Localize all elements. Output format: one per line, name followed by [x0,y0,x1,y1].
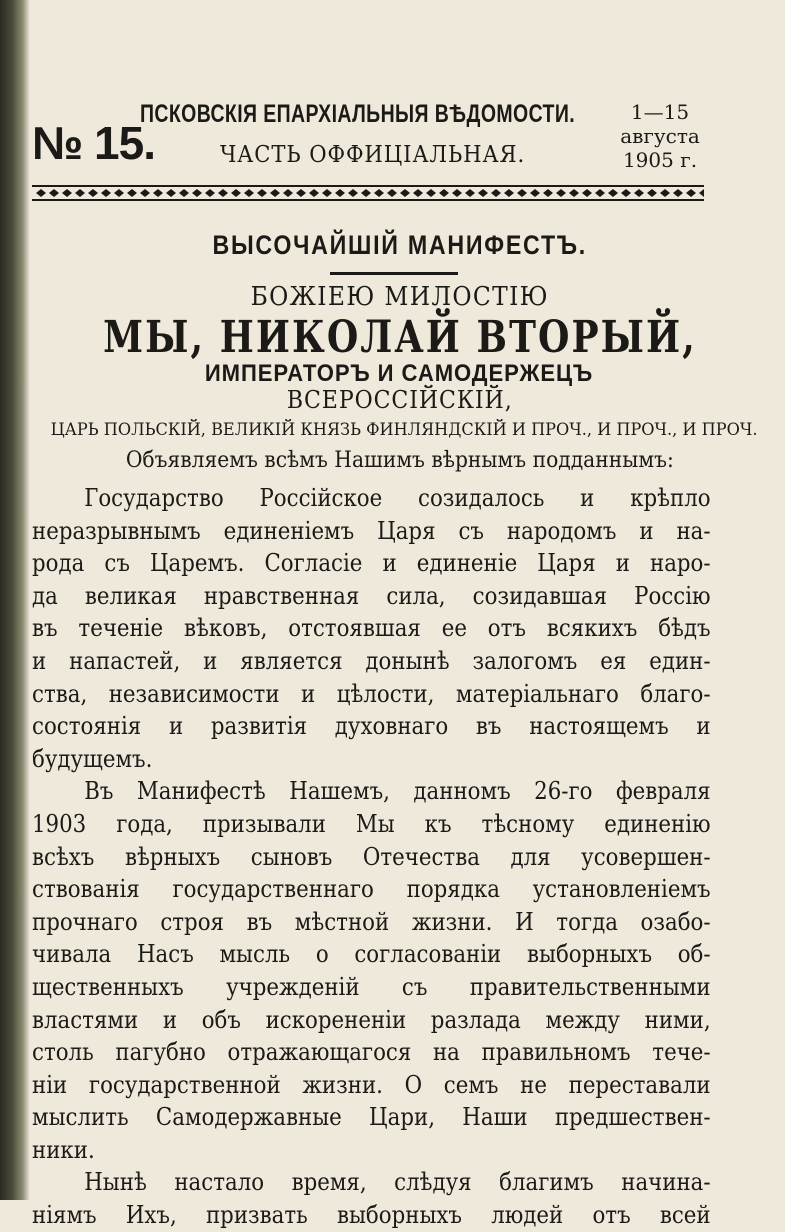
manifesto-body [32,482,767,1232]
body-line: чивала Насъ мысль о согласованіи выборныхъ об- [32,939,711,969]
body-line: ніямъ Ихъ, призвать выборныхъ людей отъ всей [32,1200,711,1230]
body-line: всѣхъ вѣрныхъ сыновъ Отечества для усовершен- [32,841,711,871]
emperor-autocrat: ИМПЕРАТОРЪ И САМОДЕРЖЕЦЪ [205,360,594,387]
body-line: щественныхъ учрежденій съ правительственными [32,971,711,1001]
issue-number: № 15. [32,117,156,169]
issue-date-month: августа [620,124,700,148]
masthead [32,96,767,206]
announcement-line: Объявляемъ всѣмъ Нашимъ вѣрнымъ подданнымъ: [125,448,674,473]
body-line: прочнаго строя въ мѣстной жизни. И тогда озабо- [32,906,711,936]
body-line: будущемъ. [32,743,153,773]
body-line: неразрывнымъ единеніемъ Царя съ народомъ и на- [32,515,711,545]
title-rule [330,272,458,275]
ornament-rule [32,184,704,202]
issue-date [612,100,708,172]
manifesto-title: ВЫСОЧАЙШІЙ МАНИФЕСТЪ. [212,230,587,260]
body-line: ствованія государственнаго порядка установленіемъ [32,874,711,904]
body-line: ства, независимости и цѣлости, матеріальнаго благо- [32,678,711,708]
document-page [32,0,767,1230]
body-line: состоянія и развитія духовнаго въ настоящемъ и [32,711,711,741]
body-line: ніи государственной жизни. О семъ не переставали [32,1069,711,1099]
issue-date-days: 1—15 [630,100,690,124]
body-line: Въ Манифестѣ Нашемъ, данномъ 26-го февраля [84,776,711,806]
section-title: ЧАСТЬ ОФФИЦІАЛЬНАЯ. [220,142,526,168]
by-gods-grace: БОЖІЕЮ МИЛОСТІЮ [250,282,549,312]
book-binding-edge [0,0,30,1200]
all-russian: ВСЕРОССІЙСКІЙ, [286,386,513,414]
we-nicholas: МЫ, НИКОЛАЙ ВТОРЫЙ, [102,312,697,363]
body-line: столь пагубно отражающагося на правильномъ тече- [32,1037,711,1067]
body-line: 1903 года, призывали Мы къ тѣсному единенію [32,808,711,838]
body-line: да великая нравственная сила, созидавшая Россію [32,580,711,610]
body-line: ники. [32,1134,95,1164]
body-line: властями и объ искорененіи разлада между ними, [32,1004,711,1034]
issue-date-year: 1905 г. [622,148,698,172]
body-line: въ теченіе вѣковъ, отстоявшая ее отъ всякихъ бѣдъ [32,613,711,643]
body-line: и напастей, и является донынѣ залогомъ ея един- [32,645,711,675]
body-line: мыслить Самодержавные Цари, Наши предшествен- [32,1102,711,1132]
journal-title: ПСКОВСКІЯ ЕПАРХІАЛЬНЫЯ ВѢДОМОСТИ. [140,100,576,128]
body-line: рода съ Царемъ. Согласіе и единеніе Царя и наро- [32,548,711,578]
tsar-titles: ЦАРЬ ПОЛЬСКІЙ, ВЕЛИКІЙ КНЯЗЬ ФИНЛЯНДСКІЙ И ПРОЧ., И ПРОЧ., И ПРОЧ. [50,420,758,440]
body-line: Государство Россійское созидалось и крѣпло [84,483,711,512]
body-line: Нынѣ настало время, слѣдуя благимъ начина- [84,1167,711,1197]
